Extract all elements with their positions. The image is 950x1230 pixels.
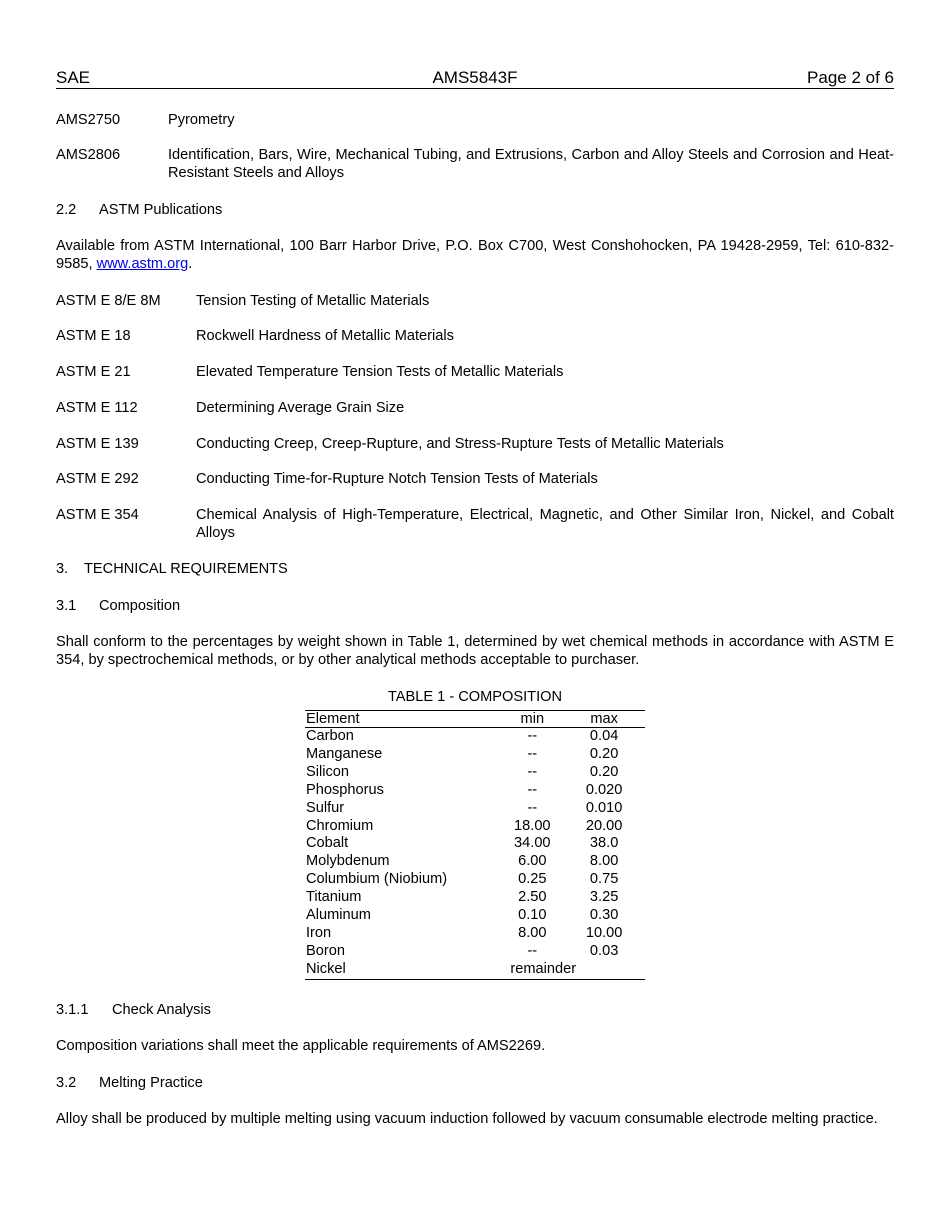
reference-astm-e112 xyxy=(56,399,894,417)
cell-max: 10.00 xyxy=(585,924,623,941)
column-header-element: Element xyxy=(306,711,360,727)
astm-availability-paragraph xyxy=(56,237,894,273)
cell-element: Iron xyxy=(306,924,332,941)
section-number: 3.1 xyxy=(56,598,77,614)
table-row xyxy=(305,925,645,943)
header-org: SAE xyxy=(56,68,91,87)
melting-practice-paragraph: Alloy shall be produced by multiple melting using vacuum induction followed by vacuum consumable electrode melting practice. xyxy=(56,1111,878,1127)
reference-ams2806 xyxy=(56,146,894,182)
table-header-row xyxy=(305,711,645,728)
table-row xyxy=(305,871,645,889)
cell-element: Nickel xyxy=(306,960,346,977)
table-row xyxy=(305,889,645,907)
check-analysis-paragraph: Composition variations shall meet the applicable requirements of AMS2269. xyxy=(56,1038,546,1054)
table-row xyxy=(305,782,645,800)
reference-astm-e139 xyxy=(56,435,894,453)
availability-period: . xyxy=(188,256,193,272)
cell-max: 0.75 xyxy=(589,871,619,888)
reference-code: ASTM E 292 xyxy=(56,471,139,487)
cell-min: -- xyxy=(527,781,538,798)
table-row xyxy=(305,835,645,853)
cell-element: Columbium (Niobium) xyxy=(306,871,448,888)
table-caption: TABLE 1 - COMPOSITION xyxy=(387,689,563,705)
cell-min: -- xyxy=(527,745,538,762)
reference-code: AMS2750 xyxy=(56,112,121,128)
reference-code: ASTM E 21 xyxy=(56,364,131,380)
reference-title: Elevated Temperature Tension Tests of Metallic Materials xyxy=(196,364,564,380)
section-title: Melting Practice xyxy=(99,1075,203,1091)
table-row xyxy=(305,728,645,746)
section-number: 3.1.1 xyxy=(56,1002,89,1018)
section-title: TECHNICAL REQUIREMENTS xyxy=(84,561,288,577)
cell-min: -- xyxy=(527,799,538,816)
column-header-min: min xyxy=(520,711,545,727)
reference-title: Conducting Time-for-Rupture Notch Tension Tests of Materials xyxy=(196,471,598,487)
cell-max: 3.25 xyxy=(589,889,619,906)
cell-min: 8.00 xyxy=(518,924,547,941)
header-page-number: Page 2 of 6 xyxy=(807,68,894,87)
reference-code: ASTM E 18 xyxy=(56,328,131,344)
reference-title: Identification, Bars, Wire, Mechanical Tubing, and Extrusions, Carbon and Alloy Steels and Corrosion and Heat-Resistant Steels and Alloys xyxy=(168,147,894,181)
reference-title: Chemical Analysis of High-Temperature, Electrical, Magnetic, and Other Similar Iron, Nickel, and Cobalt Alloys xyxy=(196,507,894,541)
reference-title: Pyrometry xyxy=(168,112,235,128)
header-doc-number: AMS5843F xyxy=(432,68,518,87)
column-header-max: max xyxy=(590,711,618,727)
cell-element: Manganese xyxy=(306,745,383,762)
cell-element: Sulfur xyxy=(306,799,345,816)
cell-max: 0.04 xyxy=(589,728,619,744)
reference-code: AMS2806 xyxy=(56,147,121,163)
reference-code: ASTM E 354 xyxy=(56,507,139,523)
section-number: 3. xyxy=(56,561,69,577)
cell-min: -- xyxy=(527,763,538,780)
cell-element: Silicon xyxy=(306,763,349,780)
reference-code: ASTM E 139 xyxy=(56,436,139,452)
cell-element: Titanium xyxy=(306,889,362,906)
section-heading-3-1 xyxy=(56,597,894,615)
availability-text: Available from ASTM International, 100 Barr Harbor Drive, P.O. Box C700, West Conshohocken, PA 19428-2959, Tel: 610-832-9585, xyxy=(56,238,894,272)
cell-min: 6.00 xyxy=(518,853,547,870)
composition-paragraph: Shall conform to the percentages by weight shown in Table 1, determined by wet chemical methods in accordance with ASTM E 354, by spectrochemical methods, or by other analytical methods acceptable to purchaser. xyxy=(56,634,894,668)
cell-min: 0.10 xyxy=(518,907,547,924)
reference-astm-e8 xyxy=(56,292,894,310)
table-row xyxy=(305,764,645,782)
section-heading-2-2 xyxy=(56,201,894,219)
table-row xyxy=(305,943,645,961)
cell-max: 20.00 xyxy=(585,817,623,834)
section-number: 2.2 xyxy=(56,202,77,218)
page-header xyxy=(56,68,894,89)
reference-code: ASTM E 8/E 8M xyxy=(56,293,161,309)
reference-code: ASTM E 112 xyxy=(56,400,138,416)
section-title: ASTM Publications xyxy=(99,202,223,218)
cell-element: Aluminum xyxy=(306,907,371,924)
cell-max: 0.20 xyxy=(589,763,619,780)
section-title: Check Analysis xyxy=(112,1002,211,1018)
cell-element: Phosphorus xyxy=(306,781,384,798)
astm-website-link[interactable]: www.astm.org xyxy=(96,256,189,272)
cell-min: 18.00 xyxy=(514,817,551,834)
reference-title: Determining Average Grain Size xyxy=(196,400,405,416)
cell-element: Chromium xyxy=(306,817,374,834)
cell-min: -- xyxy=(527,728,538,744)
reference-ams2750 xyxy=(56,111,894,129)
cell-element: Molybdenum xyxy=(306,853,390,870)
section-heading-3-2 xyxy=(56,1074,894,1092)
table-row xyxy=(305,907,645,925)
cell-element: Carbon xyxy=(306,728,354,744)
cell-remainder: remainder xyxy=(510,960,577,977)
cell-max: 0.010 xyxy=(585,799,623,816)
composition-table xyxy=(305,688,645,980)
cell-max: 8.00 xyxy=(589,853,619,870)
table-row xyxy=(305,800,645,818)
reference-astm-e21 xyxy=(56,363,894,381)
cell-max: 38.0 xyxy=(589,835,619,852)
cell-max: 0.30 xyxy=(589,907,619,924)
cell-max: 0.03 xyxy=(589,942,619,959)
cell-min: 0.25 xyxy=(518,871,547,888)
cell-max: 0.020 xyxy=(585,781,623,798)
reference-astm-e292 xyxy=(56,470,894,488)
table-row xyxy=(305,746,645,764)
table-row xyxy=(305,853,645,871)
reference-title: Rockwell Hardness of Metallic Materials xyxy=(196,328,454,344)
section-number: 3.2 xyxy=(56,1075,77,1091)
reference-title: Tension Testing of Metallic Materials xyxy=(196,293,430,309)
cell-max: 0.20 xyxy=(589,745,619,762)
reference-astm-e354 xyxy=(56,506,894,542)
section-heading-3-1-1 xyxy=(56,1001,894,1019)
cell-min: 34.00 xyxy=(514,835,551,852)
cell-element: Boron xyxy=(306,942,345,959)
cell-min: -- xyxy=(527,942,538,959)
reference-title: Conducting Creep, Creep-Rupture, and Stress-Rupture Tests of Metallic Materials xyxy=(196,436,724,452)
table-row xyxy=(305,818,645,836)
cell-element: Cobalt xyxy=(306,835,349,852)
section-heading-3 xyxy=(56,560,894,578)
reference-astm-e18 xyxy=(56,327,894,345)
section-title: Composition xyxy=(99,598,181,614)
cell-min: 2.50 xyxy=(518,889,547,906)
table-row xyxy=(305,961,645,979)
